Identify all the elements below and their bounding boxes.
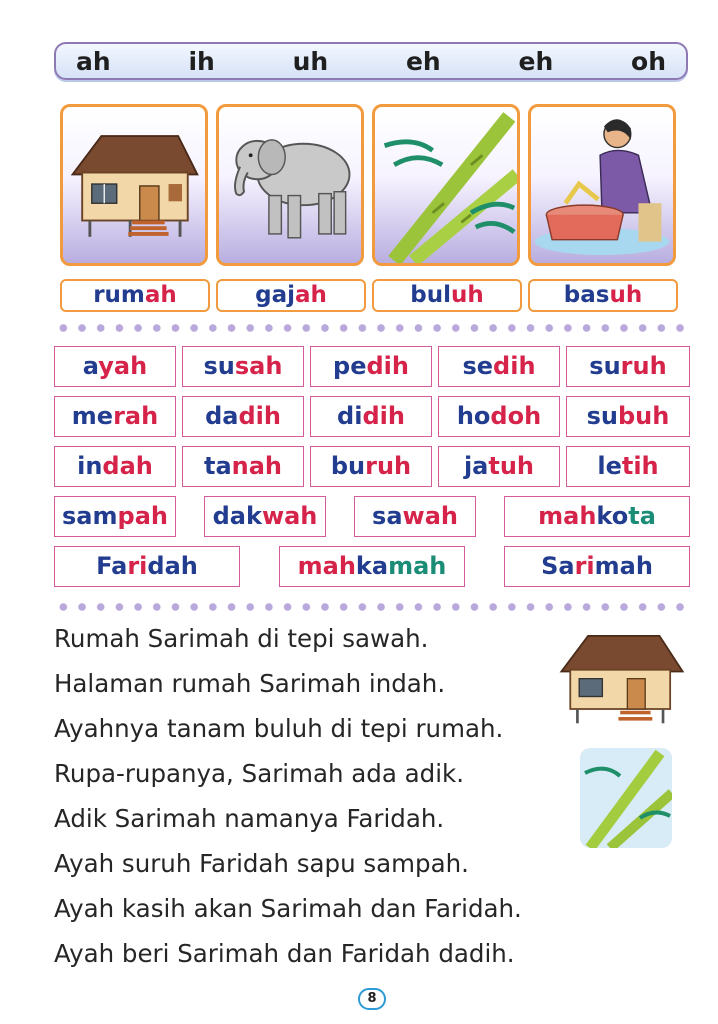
word-box: Faridah: [54, 546, 240, 587]
picture-label-gajah: [216, 279, 366, 312]
bamboo-icon: [375, 107, 517, 263]
word-part: uh: [450, 282, 484, 308]
word-part: ah: [294, 282, 327, 308]
word-box: mahkamah: [279, 546, 465, 587]
story-line: Halaman rumah Sarimah indah.: [54, 669, 446, 698]
story-line: Ayahnya tanam buluh di tepi rumah.: [54, 714, 504, 743]
word-box: Sarimah: [504, 546, 690, 587]
word-part: uh: [609, 282, 643, 308]
word-part: ah: [144, 282, 177, 308]
word-box: indah: [54, 446, 176, 487]
word-box: tanah: [182, 446, 304, 487]
word-box: dadih: [182, 396, 304, 437]
picture-label-basuh: [528, 279, 678, 312]
elephant-icon: [219, 107, 361, 263]
word-box: dakwah: [204, 496, 326, 537]
word-box: didih: [310, 396, 432, 437]
dotted-divider: [54, 602, 690, 612]
word-box: sampah: [54, 496, 176, 537]
syllable: ah: [76, 46, 111, 76]
picture-bamboo: [372, 104, 520, 266]
word-box: buruh: [310, 446, 432, 487]
syllable: eh: [405, 46, 441, 76]
story-line: Rupa-rupanya, Sarimah ada adik.: [54, 759, 464, 788]
house-icon: [63, 107, 205, 263]
syllable: eh: [518, 46, 554, 76]
picture-label-buluh: [372, 279, 522, 312]
story-line: Adik Sarimah namanya Faridah.: [54, 804, 445, 833]
story-line: Ayah suruh Faridah sapu sampah.: [54, 849, 469, 878]
word-box: merah: [54, 396, 176, 437]
house-icon: [556, 626, 688, 726]
picture-label-rumah: [60, 279, 210, 312]
washing-woman-icon: [531, 107, 673, 263]
word-box: ayah: [54, 346, 176, 387]
word-box: mahkota: [504, 496, 690, 537]
word-part: gaj: [255, 282, 295, 308]
word-box: sedih: [438, 346, 560, 387]
page-number: 8: [358, 988, 386, 1010]
word-box: subuh: [566, 396, 690, 437]
word-box: hodoh: [438, 396, 560, 437]
story-line: Rumah Sarimah di tepi sawah.: [54, 624, 429, 653]
dotted-divider: [54, 323, 690, 333]
story-text: [54, 616, 614, 976]
syllable: ih: [188, 46, 215, 76]
word-box: susah: [182, 346, 304, 387]
word-box: suruh: [566, 346, 690, 387]
bamboo-icon: [580, 748, 672, 848]
story-line: Ayah beri Sarimah dan Faridah dadih.: [54, 939, 515, 968]
word-box: pedih: [310, 346, 432, 387]
syllable: uh: [292, 46, 329, 76]
word-box: sawah: [354, 496, 476, 537]
syllable-bar: [54, 42, 688, 80]
word-part: rum: [93, 282, 145, 308]
word-part: bas: [563, 282, 610, 308]
word-part: bul: [410, 282, 451, 308]
picture-house: [60, 104, 208, 266]
picture-washing-woman: [528, 104, 676, 266]
word-box: jatuh: [438, 446, 560, 487]
picture-elephant: [216, 104, 364, 266]
story-line: Ayah kasih akan Sarimah dan Faridah.: [54, 894, 522, 923]
word-box: letih: [566, 446, 690, 487]
syllable: oh: [631, 46, 666, 76]
